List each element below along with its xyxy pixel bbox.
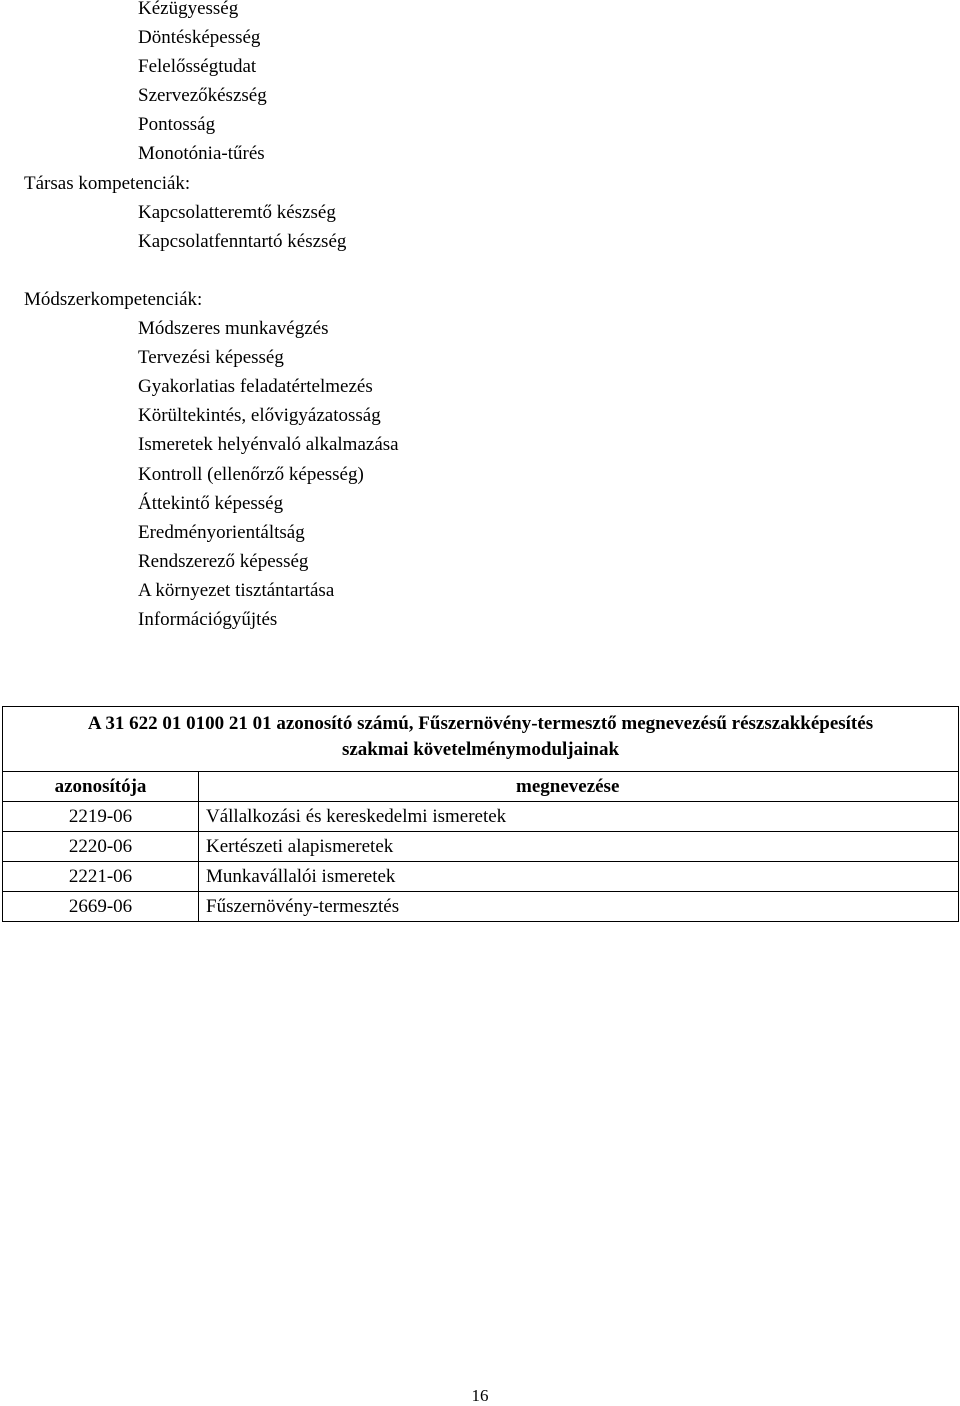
table-row: [3, 832, 959, 862]
module-code: 2221-06: [3, 862, 199, 892]
social-competencies-heading: Társas kompetenciák:: [24, 173, 191, 194]
competency-item: Információgyűjtés: [138, 609, 278, 630]
competency-item: Módszeres munkavégzés: [138, 318, 329, 339]
competency-item: Kapcsolatfenntartó készség: [138, 231, 347, 252]
competency-item: Körültekintés, elővigyázatosság: [138, 405, 381, 426]
table-title: [3, 707, 959, 772]
page-number: 16: [471, 1386, 489, 1405]
competency-item: Monotónia-tűrés: [138, 143, 265, 164]
competency-item: Rendszerező képesség: [138, 551, 309, 572]
table-title-row: [3, 707, 959, 772]
modules-table: [2, 706, 959, 922]
module-name: Vállalkozási és kereskedelmi ismeretek: [199, 802, 959, 832]
module-name: Fűszernövény-termesztés: [199, 892, 959, 922]
competency-item: Áttekintő képesség: [138, 493, 284, 514]
competency-item: Felelősségtudat: [138, 56, 257, 77]
competency-item: Gyakorlatias feladatértelmezés: [138, 376, 373, 397]
competency-item: A környezet tisztántartása: [138, 580, 335, 601]
table-title-line2: szakmai követelménymoduljainak: [341, 739, 620, 760]
table-title-line1: A 31 622 01 0100 21 01 azonosító számú, Fűszernövény-termesztő megnevezésű részszakképesítés: [87, 713, 874, 734]
table-header-row: [3, 772, 959, 802]
module-code: 2219-06: [3, 802, 199, 832]
competency-item: Döntésképesség: [138, 27, 261, 48]
competency-item: Ismeretek helyénvaló alkalmazása: [138, 434, 399, 455]
competency-item: Szervezőkészség: [138, 85, 267, 106]
module-name: Munkavállalói ismeretek: [199, 862, 959, 892]
module-code: 2220-06: [3, 832, 199, 862]
competency-item: Pontosság: [138, 114, 216, 135]
competency-item: Kontroll (ellenőrző képesség): [138, 464, 364, 485]
column-header-name: megnevezése: [199, 772, 959, 802]
competency-item: Kézügyesség: [138, 0, 239, 19]
competency-item: Tervezési képesség: [138, 347, 284, 368]
competency-item: Kapcsolatteremtő készség: [138, 202, 336, 223]
module-code: 2669-06: [3, 892, 199, 922]
method-competencies-heading: Módszerkompetenciák:: [24, 289, 203, 310]
table-row: [3, 892, 959, 922]
column-header-code: azonosítója: [3, 772, 199, 802]
table-row: [3, 802, 959, 832]
competency-item: Eredményorientáltság: [138, 522, 305, 543]
table-row: [3, 862, 959, 892]
module-name: Kertészeti alapismeretek: [199, 832, 959, 862]
